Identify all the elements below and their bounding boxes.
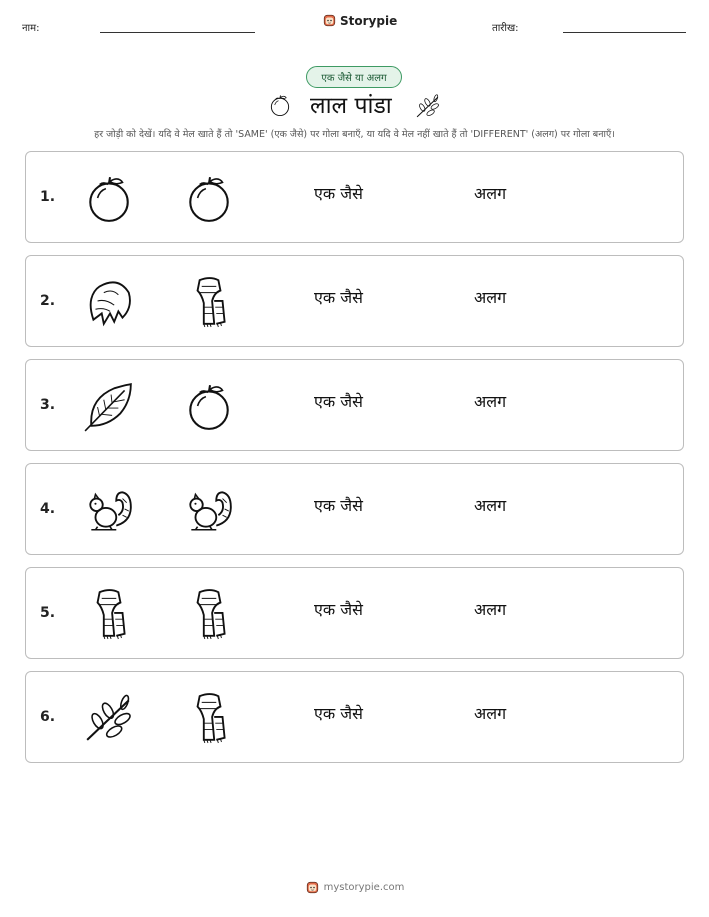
exercise-row [25,151,684,243]
row-number: 3. [40,397,56,413]
brand-name: Storypie [340,13,398,28]
mascot-icon [305,880,320,895]
footer [0,880,709,895]
name-label: नाम: [22,23,40,34]
date-label: तारीख: [492,23,519,34]
exercise-row [25,567,684,659]
squirrel-icon [182,484,236,536]
date-line[interactable] [563,32,686,33]
scarf-icon [182,588,236,640]
row-number: 6. [40,709,56,725]
row-number: 4. [40,501,56,517]
squirrel-icon [82,484,136,536]
exercise-row [25,255,684,347]
row-number: 2. [40,293,56,309]
option-same[interactable]: एक जैसे [314,704,363,723]
option-different[interactable]: अलग [474,704,507,723]
option-same[interactable]: एक जैसे [314,288,363,307]
scarf-icon [182,692,236,744]
activity-badge: एक जैसे या अलग [306,66,402,88]
exercise-row [25,359,684,451]
title-row [0,90,709,122]
mascot-icon [322,13,337,28]
apple-icon [182,172,236,224]
brand-logo [322,13,397,28]
option-different[interactable]: अलग [474,600,507,619]
apple-icon [182,380,236,432]
option-same[interactable]: एक जैसे [314,600,363,619]
option-different[interactable]: अलग [474,184,507,203]
footer-url[interactable]: mystorypie.com [323,882,405,893]
branch-icon [82,692,136,744]
option-different[interactable]: अलग [474,392,507,411]
option-different[interactable]: अलग [474,288,507,307]
option-same[interactable]: एक जैसे [314,184,363,203]
claw-icon [82,276,136,328]
apple-icon [268,93,292,117]
row-number: 1. [40,189,56,205]
scarf-icon [182,276,236,328]
name-line[interactable] [100,32,255,33]
option-same[interactable]: एक जैसे [314,496,363,515]
apple-icon [82,172,136,224]
scarf-icon [82,588,136,640]
exercise-row [25,463,684,555]
page-title: लाल पांडा [310,93,392,119]
leaf-icon [82,380,136,432]
option-same[interactable]: एक जैसे [314,392,363,411]
option-different[interactable]: अलग [474,496,507,515]
row-number: 5. [40,605,56,621]
branch-icon [414,93,442,119]
exercise-row [25,671,684,763]
instructions: हर जोड़ी को देखें। यदि वे मेल खाते हैं तो 'SAME' (एक जैसे) पर गोला बनाएँ, या यदि वे मेल नहीं खाते हैं तो 'DIFFERENT' (अलग) पर गोला बनाएँ। [94,129,615,140]
